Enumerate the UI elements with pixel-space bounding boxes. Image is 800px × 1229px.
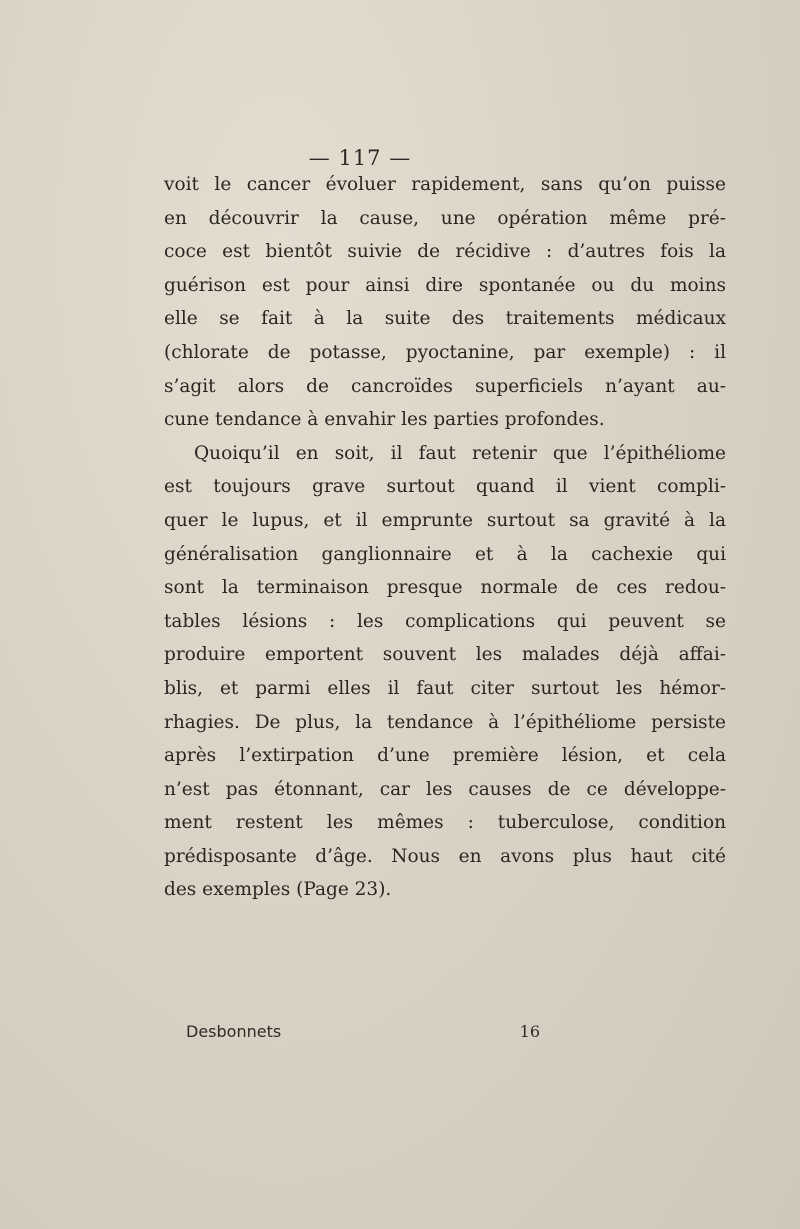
text-line: est toujours grave surtout quand il vient compli- xyxy=(164,476,726,498)
text-line: blis, et parmi elles il faut citer surtout les hémor- xyxy=(164,677,726,699)
text-line: produire emportent souvent les malades déjà affai- xyxy=(164,644,726,666)
text-line: guérison est pour ainsi dire spontanée ou du moins xyxy=(164,274,726,296)
footer-author: Desbonnets xyxy=(186,1022,282,1041)
text-line: quer le lupus, et il emprunte surtout sa gravité à la xyxy=(164,509,726,531)
text-line: des exemples (Page 23). xyxy=(164,879,392,901)
text-line: généralisation ganglionnaire et à la cachexie qui xyxy=(164,543,726,565)
text-line: ment restent les mêmes : tuberculose, condition xyxy=(164,812,726,834)
text-line: prédisposante d’âge. Nous en avons plus haut cité xyxy=(164,845,726,867)
text-line: Quoiqu’il en soit, il faut retenir que l’épithéliome xyxy=(194,442,726,464)
signature-mark: 16 xyxy=(519,1022,540,1041)
text-line: coce est bientôt suivie de récidive : d’autres fois la xyxy=(164,241,726,263)
body-text xyxy=(164,168,726,907)
text-line: (chlorate de potasse, pyoctanine, par exemple) : il xyxy=(164,341,726,363)
text-line: voit le cancer évoluer rapidement, sans qu’on puisse xyxy=(164,174,726,195)
text-line: elle se fait à la suite des traitements médicaux xyxy=(164,308,726,330)
text-line: rhagies. De plus, la tendance à l’épithéliome persiste xyxy=(164,711,726,733)
text-line: n’est pas étonnant, car les causes de ce développe- xyxy=(164,778,726,800)
text-line: tables lésions : les complications qui peuvent se xyxy=(164,610,726,632)
text-line: après l’extirpation d’une première lésion, et cela xyxy=(164,745,726,767)
page-number: — 117 — xyxy=(308,146,412,170)
text-line: cune tendance à envahir les parties profondes. xyxy=(164,409,605,431)
text-line: sont la terminaison presque normale de ces redou- xyxy=(164,577,726,599)
text-line: en découvrir la cause, une opération même pré- xyxy=(164,207,726,229)
text-line: s’agit alors de cancroïdes superficiels n’ayant au- xyxy=(164,375,726,397)
